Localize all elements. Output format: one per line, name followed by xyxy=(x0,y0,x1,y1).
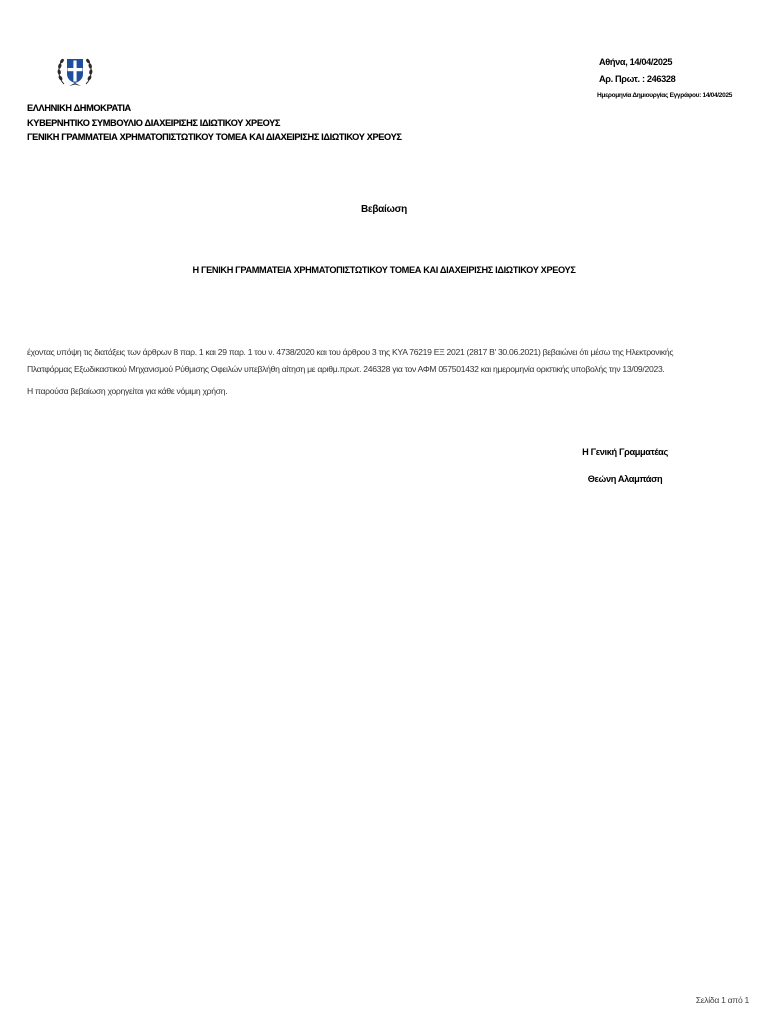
document-title: Βεβαίωση xyxy=(361,204,407,215)
protocol-number: Αρ. Πρωτ. : 246328 xyxy=(599,74,676,84)
issuing-body: Η ΓΕΝΙΚΗ ΓΡΑΜΜΑΤΕΙΑ ΧΡΗΜΑΤΟΠΙΣΤΩΤΙΚΟΥ ΤΟΜΕΑ ΚΑΙ ΔΙΑΧΕΙΡΙΣΗΣ ΙΔΙΩΤΙΚΟΥ ΧΡΕΟΥΣ xyxy=(192,265,576,275)
issuer-block xyxy=(27,101,402,145)
issuance-note: Η παρούσα βεβαίωση χορηγείται για κάθε νόμιμη χρήση. xyxy=(27,386,228,396)
certification-line: Πλατφόρμας Εξωδικαστικού Μηχανισμού Ρύθμισης Οφειλών υπεβλήθη αίτηση με αριθμ.πρωτ. 246328 για τον ΑΦΜ 057501432 και ημερομηνία οριστικής υποβολής την 13/09/2023. xyxy=(27,363,665,374)
issuer-secretariat: ΓΕΝΙΚΗ ΓΡΑΜΜΑΤΕΙΑ ΧΡΗΜΑΤΟΠΙΣΤΩΤΙΚΟΥ ΤΟΜΕΑ ΚΑΙ ΔΙΑΧΕΙΡΙΣΗΣ ΙΔΙΩΤΙΚΟΥ ΧΡΕΟΥΣ xyxy=(27,132,402,142)
issuer-council: ΚΥΒΕΡΝΗΤΙΚΟ ΣΥΜΒΟΥΛΙΟ ΔΙΑΧΕΙΡΙΣΗΣ ΙΔΙΩΤΙΚΟΥ ΧΡΕΟΥΣ xyxy=(27,117,281,128)
signatory-name: Θεώνη Αλαμπάση xyxy=(587,474,663,484)
creation-date: Ημερομηνία Δημιουργίας Εγγράφου: 14/04/2025 xyxy=(597,92,733,99)
greek-coat-of-arms-icon xyxy=(55,52,95,92)
certification-line: έχοντας υπόψη τις διατάξεις των άρθρων 8 παρ. 1 και 29 παρ. 1 του ν. 4738/2020 και του άρθρου 3 της ΚΥΑ 76219 ΕΞ 2021 (2817 Β' 30.06.2021) βεβαιώνει ότι μέσω της Ηλεκτρονικής xyxy=(27,347,674,357)
certification-text xyxy=(27,344,742,377)
page-indicator: Σελίδα 1 από 1 xyxy=(695,995,749,1005)
signatory-role: Η Γενική Γραμματέας xyxy=(582,447,668,457)
place-date: Αθήνα, 14/04/2025 xyxy=(599,57,673,67)
issuer-state: ΕΛΛΗΝΙΚΗ ΔΗΜΟΚΡΑΤΙΑ xyxy=(27,103,131,113)
